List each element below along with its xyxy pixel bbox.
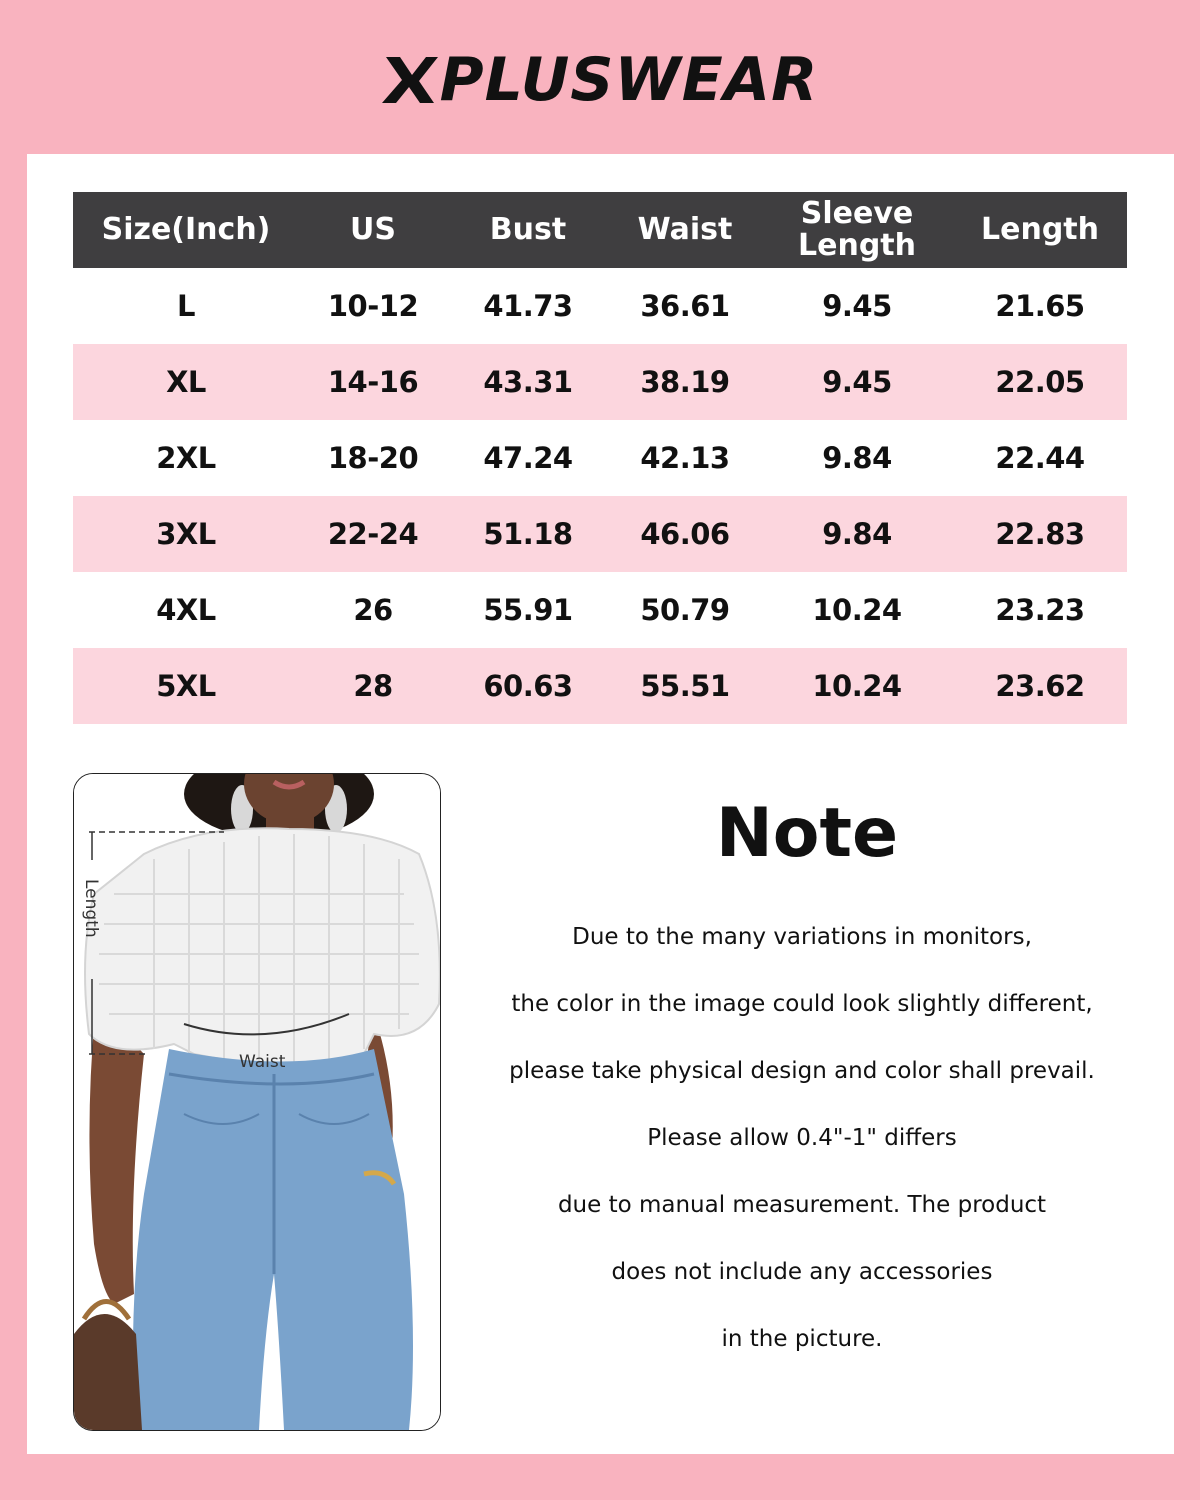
header-length: Length xyxy=(953,192,1127,268)
cell-waist: 50.79 xyxy=(640,593,730,627)
cell-size: XL xyxy=(73,344,299,420)
cell-length: 23.23 xyxy=(995,593,1085,627)
cell-waist: 55.51 xyxy=(609,648,761,724)
table-header-row xyxy=(73,192,1127,268)
note-line: does not include any accessories xyxy=(611,1259,993,1285)
waist-label: Waist xyxy=(239,1052,286,1072)
cell-waist: 36.61 xyxy=(640,289,730,323)
cell-size: 5XL xyxy=(73,648,299,724)
cell-length: 22.83 xyxy=(953,496,1127,572)
table-row xyxy=(73,344,1127,420)
table-row xyxy=(73,496,1127,572)
header-sleeve-length: Sleeve Length xyxy=(761,192,953,268)
header-us: US xyxy=(299,192,447,268)
cell-size: 4XL xyxy=(156,593,216,627)
brand-x-mark-icon xyxy=(382,55,438,105)
model-illustration xyxy=(74,774,440,1430)
size-chart-table xyxy=(73,192,1127,724)
cell-length: 21.65 xyxy=(995,289,1085,323)
brand-name: PLUSWEAR xyxy=(439,45,819,115)
note-line: Due to the many variations in monitors, xyxy=(572,924,1032,950)
model-measurement-photo xyxy=(73,773,441,1431)
cell-bust: 55.91 xyxy=(483,593,573,627)
cell-us: 10-12 xyxy=(327,289,419,323)
table-row xyxy=(73,268,1127,344)
table-row xyxy=(73,572,1127,648)
note-line: Please allow 0.4"-1" differs xyxy=(647,1125,957,1151)
cell-us: 18-20 xyxy=(327,441,419,475)
cell-sleeve-length: 9.84 xyxy=(761,496,953,572)
cell-bust: 51.18 xyxy=(447,496,609,572)
cell-size: L xyxy=(177,289,195,323)
cell-us: 14-16 xyxy=(299,344,447,420)
cell-waist: 46.06 xyxy=(609,496,761,572)
note-text xyxy=(497,904,1107,1373)
cell-sleeve-length: 10.24 xyxy=(761,648,953,724)
cell-length: 23.62 xyxy=(953,648,1127,724)
table-row xyxy=(73,420,1127,496)
cell-sleeve-length: 9.45 xyxy=(822,289,892,323)
cell-bust: 41.73 xyxy=(483,289,573,323)
cell-size: 2XL xyxy=(156,441,216,475)
header-bust: Bust xyxy=(447,192,609,268)
brand-logo xyxy=(0,40,1200,120)
header-waist: Waist xyxy=(609,192,761,268)
header-size: Size(Inch) xyxy=(73,192,299,268)
cell-bust: 43.31 xyxy=(447,344,609,420)
note-line: please take physical design and color shall prevail. xyxy=(509,1058,1095,1084)
cell-us: 28 xyxy=(299,648,447,724)
note-title: Note xyxy=(715,794,899,873)
content-panel xyxy=(27,154,1174,1454)
cell-bust: 60.63 xyxy=(447,648,609,724)
table-row xyxy=(73,648,1127,724)
cell-us: 26 xyxy=(353,593,393,627)
length-label: Length xyxy=(81,879,101,938)
note-line: the color in the image could look slightly different, xyxy=(511,991,1093,1017)
cell-waist: 42.13 xyxy=(640,441,730,475)
cell-bust: 47.24 xyxy=(483,441,573,475)
cell-sleeve-length: 9.45 xyxy=(761,344,953,420)
cell-length: 22.44 xyxy=(995,441,1085,475)
cell-sleeve-length: 9.84 xyxy=(822,441,892,475)
cell-size: 3XL xyxy=(73,496,299,572)
cell-waist: 38.19 xyxy=(609,344,761,420)
note-line: due to manual measurement. The product xyxy=(557,1192,1047,1218)
cell-sleeve-length: 10.24 xyxy=(812,593,902,627)
cell-us: 22-24 xyxy=(299,496,447,572)
cell-length: 22.05 xyxy=(953,344,1127,420)
note-line: in the picture. xyxy=(721,1326,883,1352)
